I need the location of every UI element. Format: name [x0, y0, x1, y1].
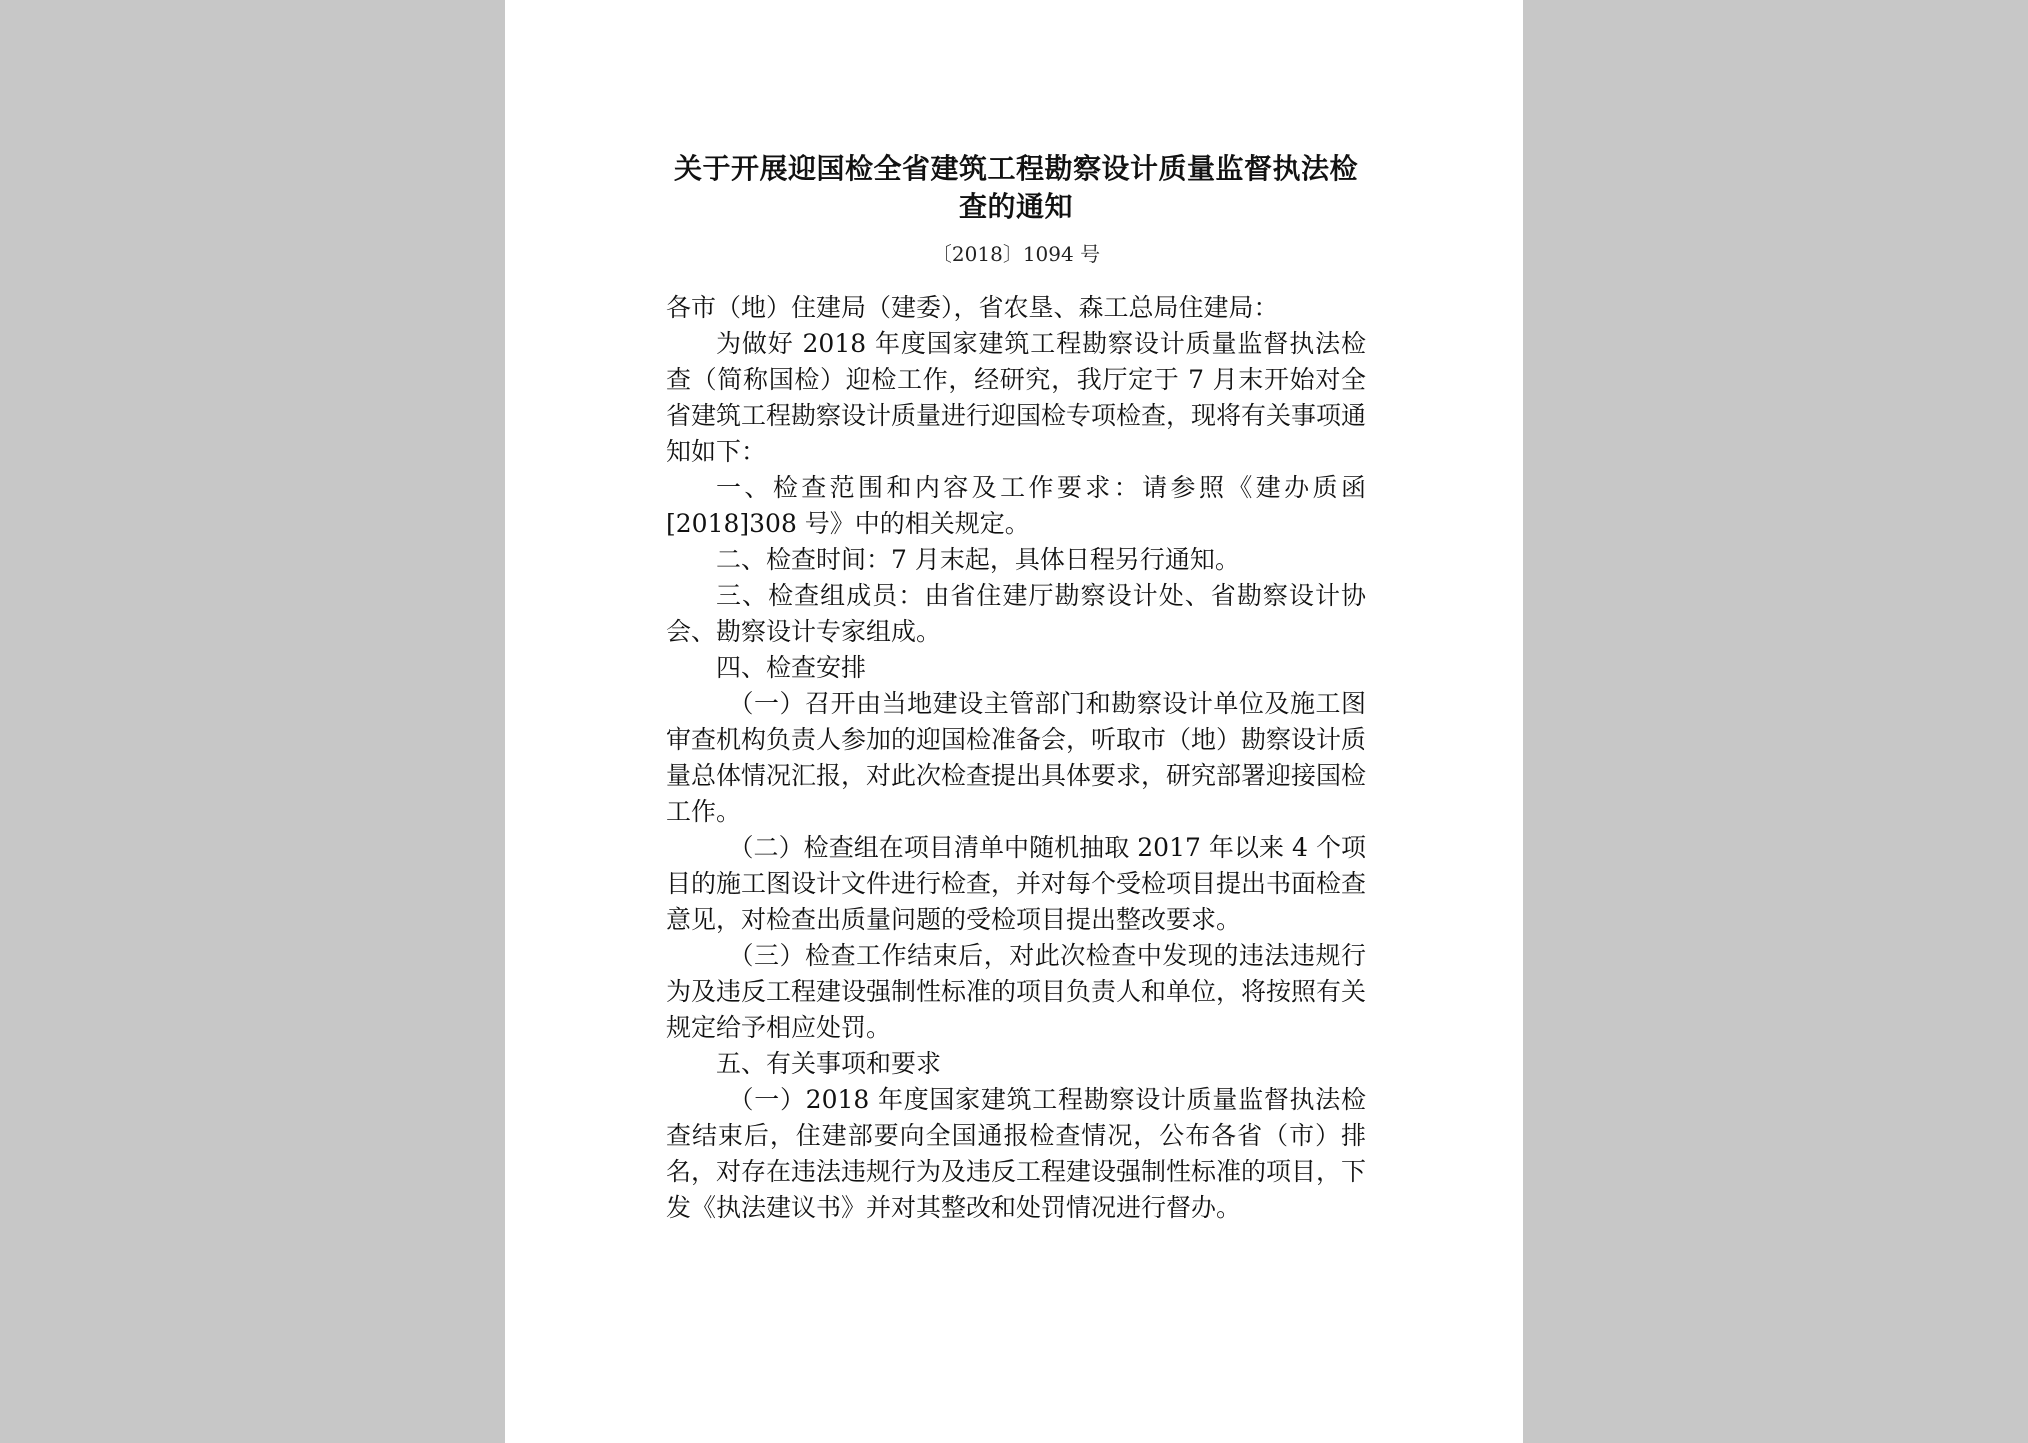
section-1-scope: 一、检查范围和内容及工作要求：请参照《建办质函[2018]308 号》中的相关规定。: [666, 473, 1366, 538]
document-page: [505, 0, 1523, 1443]
section-3-members: 三、检查组成员：由省住建厅勘察设计处、省勘察设计协会、勘察设计专家组成。: [666, 581, 1366, 646]
document-body: [666, 290, 1366, 1226]
section-4-heading: 四、检查安排: [716, 653, 867, 682]
section-2-time: 二、检查时间：7 月末起，具体日程另行通知。: [716, 545, 1240, 574]
document-content: [666, 150, 1366, 1226]
document-number: 〔2018〕1094 号: [931, 242, 1101, 266]
section-5-heading: 五、有关事项和要求: [716, 1049, 942, 1078]
document-title: 关于开展迎国检全省建筑工程勘察设计质量监督执法检查的通知: [673, 152, 1358, 223]
intro-paragraph: 为做好 2018 年度国家建筑工程勘察设计质量监督执法检查（简称国检）迎检工作，经研究，我厅定于 7 月末开始对全省建筑工程勘察设计质量进行迎国检专项检查，现将有关事项通知如下：: [666, 329, 1367, 466]
section-4-item-2: （二）检查组在项目清单中随机抽取 2017 年以来 4 个项目的施工图设计文件进行检查，并对每个受检项目提出书面检查意见，对检查出质量问题的受检项目提出整改要求。: [666, 833, 1367, 934]
section-5-item-1: （一）2018 年度国家建筑工程勘察设计质量监督执法检查结束后，住建部要向全国通报检查情况，公布各省（市）排名，对存在违法违规行为及违反工程建设强制性标准的项目，下发《执法建议书》并对其整改和处罚情况进行督办。: [666, 1085, 1367, 1222]
addressee: 各市（地）住建局（建委），省农垦、森工总局住建局：: [666, 293, 1279, 322]
section-4-item-1: （一）召开由当地建设主管部门和勘察设计单位及施工图审查机构负责人参加的迎国检准备会，听取市（地）勘察设计质量总体情况汇报，对此次检查提出具体要求，研究部署迎接国检工作。: [666, 689, 1367, 826]
section-4-item-3: （三）检查工作结束后，对此次检查中发现的违法违规行为及违反工程建设强制性标准的项目负责人和单位，将按照有关规定给予相应处罚。: [666, 941, 1367, 1042]
